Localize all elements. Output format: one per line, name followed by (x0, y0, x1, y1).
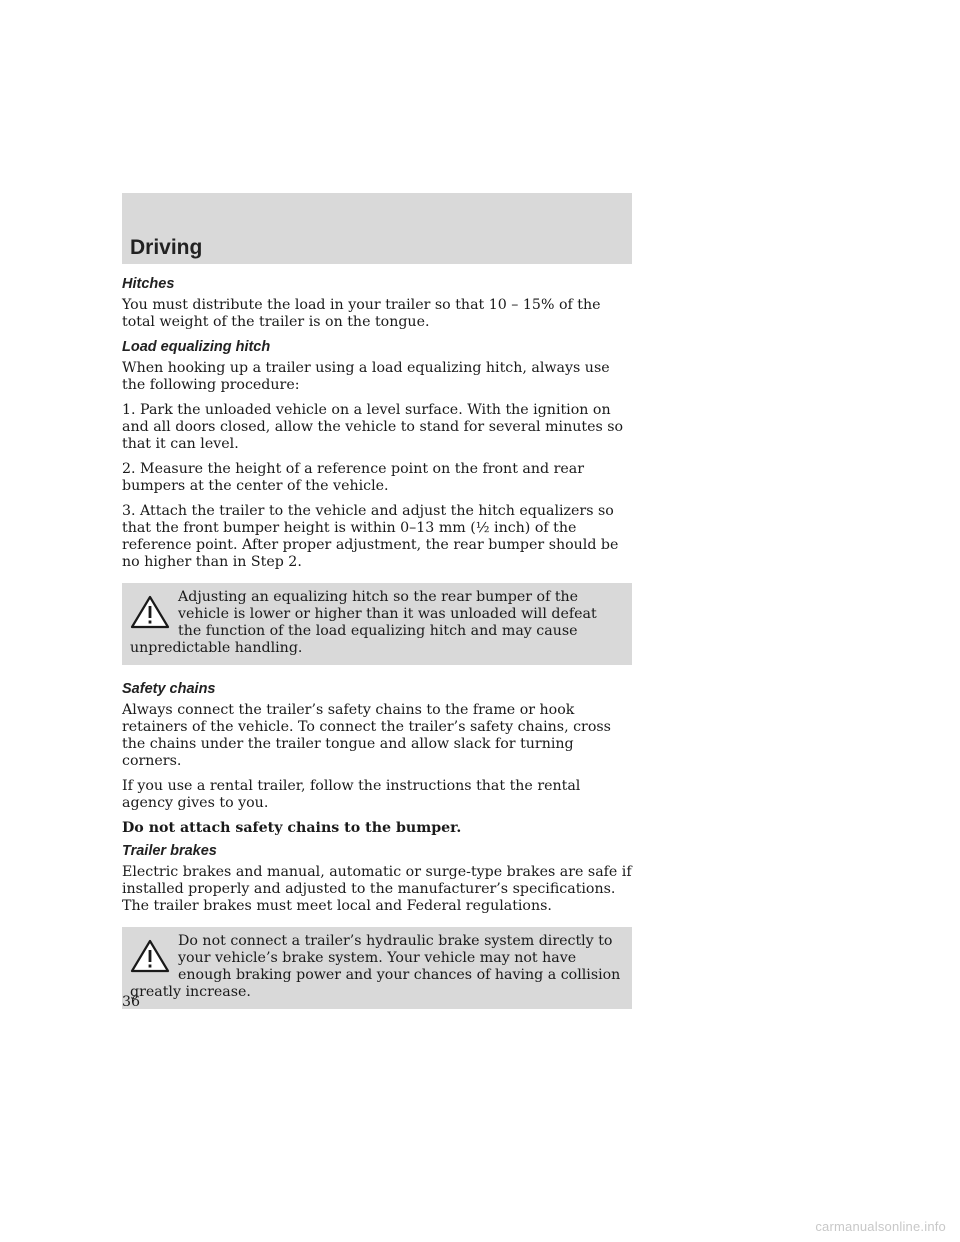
trailer-brakes-text: Electric brakes and manual, automatic or surge-type brakes are safe if installed properly and adjusted to the manufacturer’s specifications. The trailer brakes must meet local and Federal regulations. (122, 864, 632, 914)
warning-box-hitch (122, 583, 632, 665)
heading-hitches: Hitches (122, 276, 175, 292)
heading-trailer-brakes: Trailer brakes (122, 843, 217, 859)
hitches-text: You must distribute the load in your trailer so that 10 – 15% of the total weight of the trailer is on the tongue. (122, 297, 601, 330)
heading-safety-chains: Safety chains (122, 681, 216, 697)
section-title: Driving (130, 236, 203, 259)
page-number: 36 (122, 994, 141, 1010)
step-1: 1. Park the unloaded vehicle on a level surface. With the ignition on and all doors closed, allow the vehicle to stand for several minutes so that it can level. (122, 402, 624, 452)
warning-box-brakes (122, 927, 632, 1009)
safety-chains-p2: If you use a rental trailer, follow the instructions that the rental agency gives to you. (122, 778, 581, 811)
warning-triangle-icon (130, 595, 170, 629)
step-3: 3. Attach the trailer to the vehicle and adjust the hitch equalizers so that the front bumper height is within 0–13 mm (½ inch) of the reference point. After proper adjustment, the rear bumper should be no higher than in Step 2. (122, 503, 619, 570)
safety-chains-p1: Always connect the trailer’s safety chains to the frame or hook retainers of the vehicle. To connect the trailer’s safety chains, cross the chains under the trailer tongue and allow slack for turning corners. (122, 702, 611, 769)
step-2: 2. Measure the height of a reference point on the front and rear bumpers at the center of the vehicle. (122, 461, 585, 494)
watermark: carmanualsonline.info (815, 1219, 946, 1234)
heading-load-equalizing-hitch: Load equalizing hitch (122, 339, 271, 355)
warning-triangle-icon (130, 939, 170, 973)
section-header-band (122, 193, 632, 264)
safety-chains-bold: Do not attach safety chains to the bumper. (122, 820, 462, 836)
warning-text-hitch: Adjusting an equalizing hitch so the rear bumper of the vehicle is lower or higher than it was unloaded will defeat the function of the load equalizing hitch and may cause unpredictable handling. (130, 589, 597, 656)
load-hitch-intro: When hooking up a trailer using a load equalizing hitch, always use the following procedure: (122, 360, 610, 393)
page-content (122, 276, 632, 1025)
warning-text-brakes: Do not connect a trailer’s hydraulic brake system directly to your vehicle’s brake system. Your vehicle may not have enough braking power and your chances of having a collision greatly increase. (130, 933, 621, 1000)
